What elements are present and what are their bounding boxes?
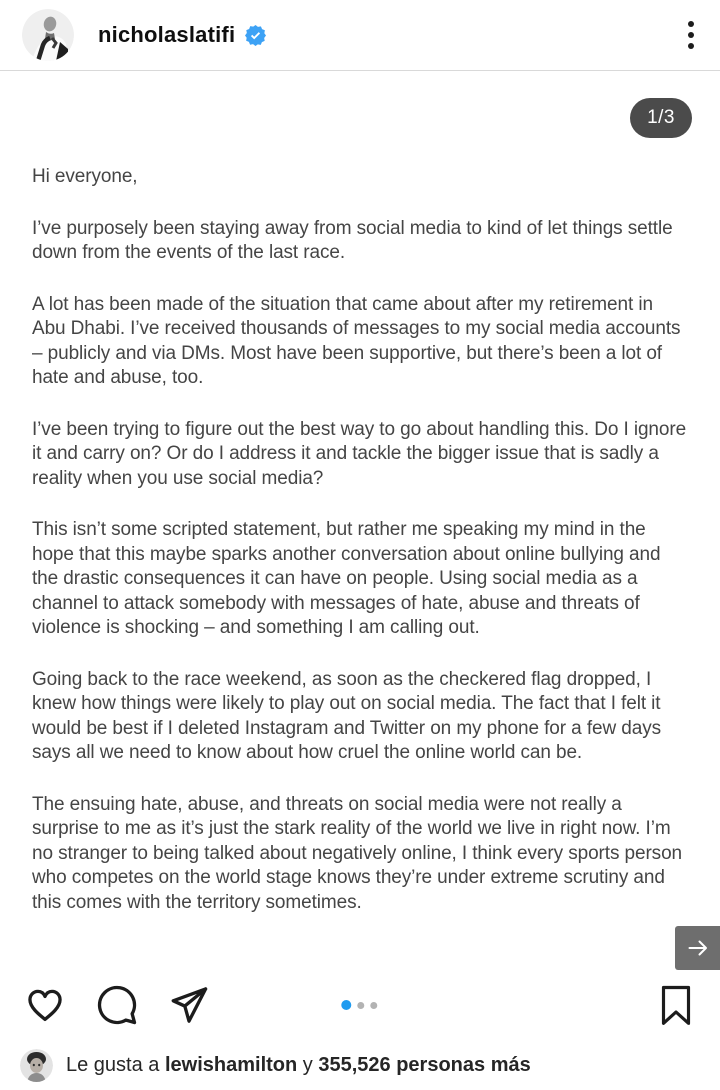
liker-avatar[interactable] <box>20 1049 53 1082</box>
caption-paragraph: I’ve been trying to figure out the best way to go about handling this. Do I ignore it and carry on? Or do I address it and tackle the bigger issue that is sadly a reality when you use social media? <box>32 418 687 489</box>
bookmark-icon <box>656 983 696 1027</box>
dot <box>370 1002 377 1009</box>
save-button[interactable] <box>656 983 696 1027</box>
actions-bar <box>0 970 720 1040</box>
liked-by-connector: y <box>302 1053 313 1076</box>
profile-avatar-image <box>22 9 74 61</box>
dot <box>357 1002 364 1009</box>
caption-paragraph: Hi everyone, <box>32 166 138 187</box>
liker-avatar-image <box>20 1049 53 1082</box>
caption-paragraph: This isn’t some scripted statement, but rather me speaking my mind in the hope that this maybe sparks another conversation about online bullying and the drastic consequences it can have on people. Using social media as a channel to attack somebody with messages of hate, abuse and threats of violence is shocking – and something I am calling out. <box>32 519 661 638</box>
share-button[interactable] <box>168 984 210 1026</box>
carousel-dots <box>341 1000 377 1010</box>
liked-by-prefix: Le gusta a <box>66 1053 160 1076</box>
like-button[interactable] <box>24 984 66 1026</box>
heart-icon <box>24 984 66 1026</box>
comment-button[interactable] <box>96 984 138 1026</box>
more-options-icon[interactable] <box>684 15 698 55</box>
liked-by-others-count[interactable]: 355,526 personas más <box>318 1053 531 1076</box>
page-indicator-badge: 1/3 <box>630 98 692 138</box>
caption-paragraph: I’ve purposely been staying away from social media to kind of let things settle down from the events of the last race. <box>32 217 673 263</box>
caption-text <box>32 165 688 942</box>
caption-paragraph: A lot has been made of the situation that came about after my retirement in Abu Dhabi. I’ve received thousands of messages to my social media accounts – publicly and via DMs. Most have been supportive, but there’s been a lot of hate and abuse, too. <box>32 293 681 388</box>
username[interactable]: nicholaslatifi <box>98 22 236 47</box>
caption-paragraph: The ensuing hate, abuse, and threats on social media were not really a surprise to me as it’s just the stark reality of the world we live in right now. I’m no stranger to being talked about negatively online, I think every sports person who competes on the world stage knows they’re under extreme scrutiny and this comes with the territory sometimes. <box>32 793 683 913</box>
post-header <box>0 0 720 71</box>
caption-paragraph: Going back to the race weekend, as soon as the checkered flag dropped, I knew how things were likely to play out on social media. The fact that I felt it would be best if I deleted Instagram and Twitter on my phone for a few days says all we need to know about how cruel the online world can be. <box>32 668 662 763</box>
carousel-slide <box>0 71 720 970</box>
next-slide-button[interactable] <box>675 926 720 970</box>
paper-plane-icon <box>168 984 210 1026</box>
profile-avatar[interactable] <box>22 9 74 61</box>
arrow-right-icon <box>686 936 710 960</box>
likes-summary[interactable] <box>0 1040 720 1090</box>
comment-icon <box>96 984 138 1026</box>
likes-text <box>66 1054 531 1077</box>
verified-badge-icon <box>245 25 266 46</box>
dot-active <box>341 1000 351 1010</box>
liked-by-username[interactable]: lewishamilton <box>164 1053 298 1076</box>
